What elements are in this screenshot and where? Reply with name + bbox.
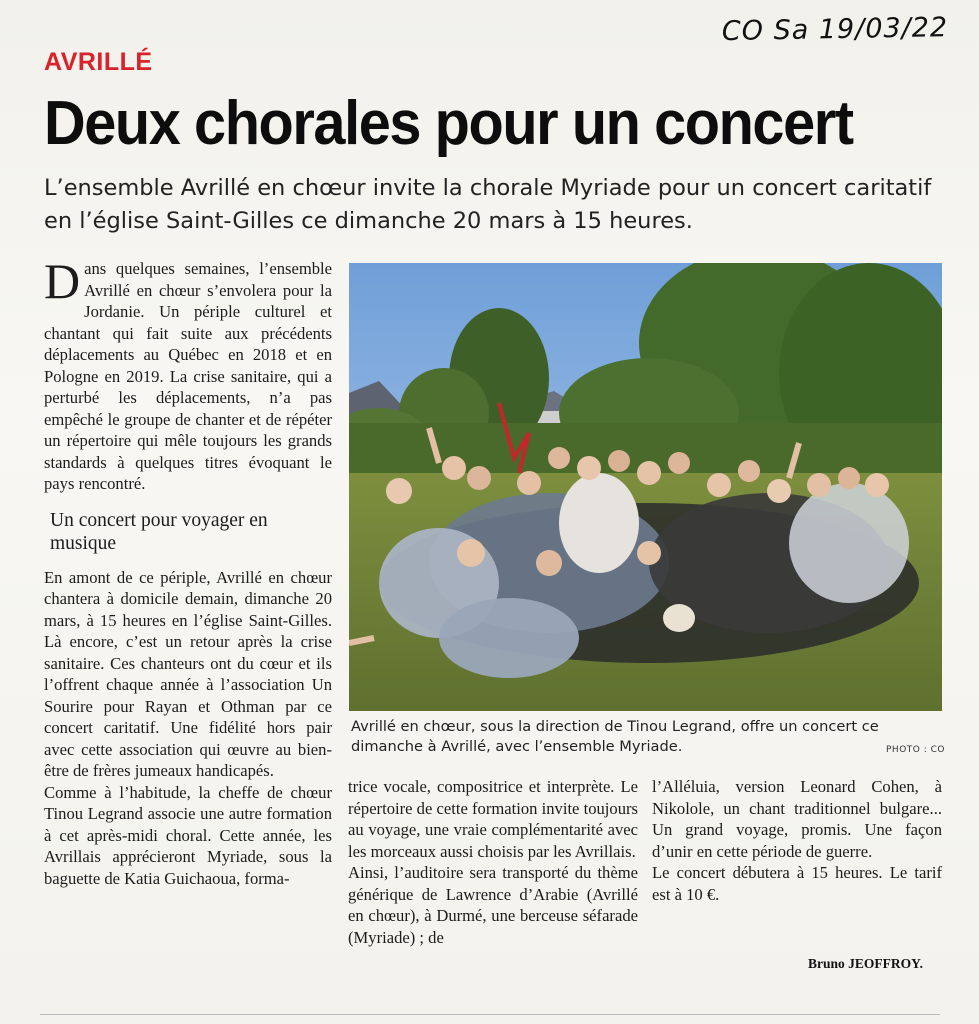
headline: Deux chorales pour un concert	[44, 89, 853, 158]
choir-photo	[349, 263, 942, 711]
bottom-rule	[40, 1014, 940, 1015]
intertitle: Un concert pour voyager en musique	[50, 509, 268, 554]
article-paragraph-3: Comme à l’habitude, la cheffe de chœur Tinou Legrand associe une autre formation à cet après-midi choral. Cette année, les Avrillais apprécieront Myriade, sous la baguette de Katia Guichaoua, forma-	[44, 782, 332, 888]
article-paragraph-2: En amont de ce périple, Avrillé en chœur chantera à domicile demain, dimanche 20 mars, à 15 heures en l’église Saint-Gilles. Là encore, c’est un retour après la crise sanitaire. Ces chanteurs ont du cœur et ils l’offrent chaque année à l’association Un Sourire pour Rayan et Othman par ce concert caritatif. Une fidélité hors pair avec cette association qui œuvre au bien-être de frères jumeaux handicapés.	[44, 567, 332, 780]
subheadline: L’ensemble Avrillé en chœur invite la chorale Myriade pour un concert caritatif en l’église Saint-Gilles ce dimanche 20 mars à 15 heures.	[44, 175, 932, 234]
paragraph-1-text: ans quelques semaines, l’ensemble Avrillé en chœur s’envolera pour la Jordanie. Un périple culturel et chantant qui fait suite aux précédents déplacements au Québec en 2018 et en Pologne en 2019. La crise sanitaire, qui a perturbé les déplacements, n’a pas empêché le groupe de chanter et de répéter un répertoire qui mêle toujours les grands standards à quelques titres évoquant le pays rencontré.	[44, 259, 332, 493]
handwritten-date-stamp: CO Sa 19/03/22	[721, 12, 949, 48]
article-column-1	[44, 253, 332, 889]
photo-caption: Avrillé en chœur, sous la direction de Tinou Legrand, offre un concert ce dimanche à Avrillé, avec l’ensemble Myriade.	[351, 718, 879, 755]
article-column-2	[348, 776, 638, 948]
article-paragraph-4: trice vocale, compositrice et interprète. Le répertoire de cette formation invite toujours au voyage, une vraie complémentarité avec les morceaux aussi choisis par les Avrillais.	[348, 777, 638, 861]
article-paragraph-1	[44, 253, 332, 495]
author-byline: Bruno JEOFFROY.	[808, 956, 924, 971]
section-kicker: AVRILLÉ	[44, 48, 153, 76]
article-paragraph-7: Le concert débutera à 15 heures. Le tarif est à 10 €.	[652, 863, 942, 904]
photo-credit: PHOTO : CO	[886, 745, 945, 755]
drop-cap: D	[44, 253, 81, 309]
article-column-3	[652, 776, 942, 905]
article-paragraph-6: l’Alléluia, version Leonard Cohen, à Nikolole, un chant traditionnel bulgare... Un grand voyage, promis. Une façon d’unir en cette période de guerre.	[652, 777, 942, 861]
article-paragraph-5: Ainsi, l’auditoire sera transporté du thème générique de Lawrence d’Arabie (Avrillé en chœur), à Durmé, une berceuse séfarade (Myriade) ; de	[348, 863, 638, 947]
choir-photo-illustration	[349, 263, 942, 711]
